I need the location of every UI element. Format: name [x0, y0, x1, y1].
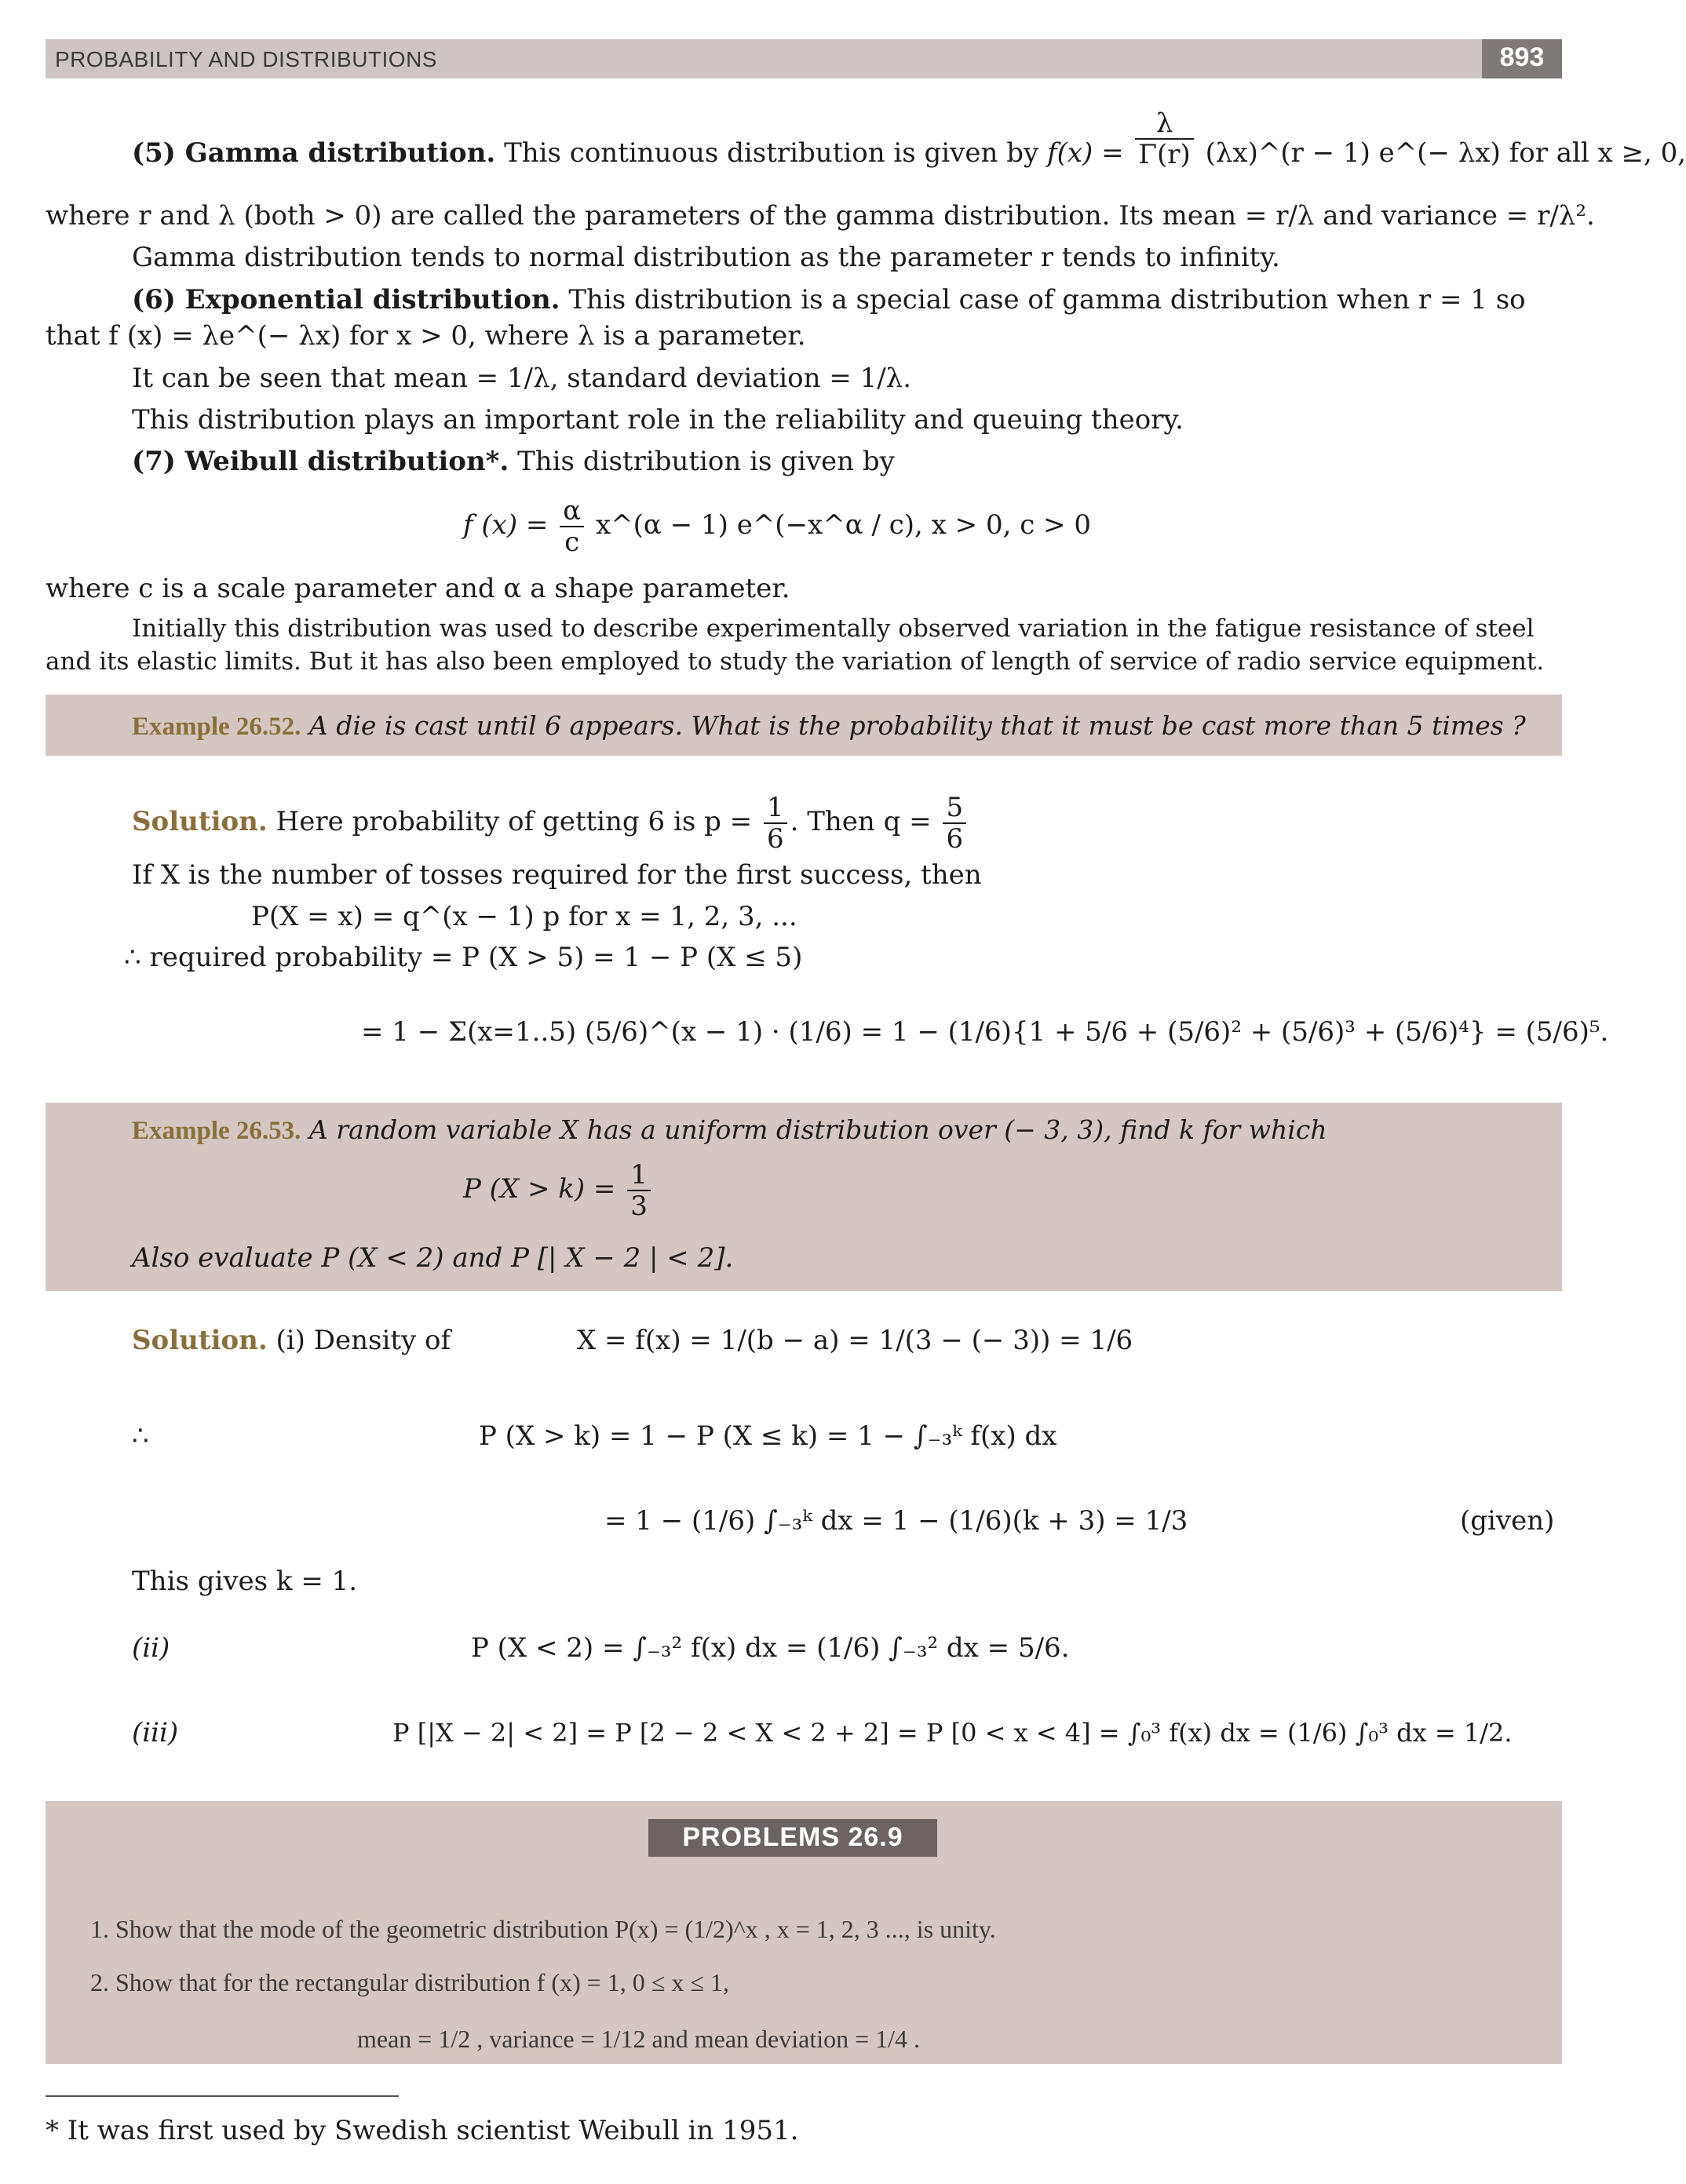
problem-2-line2: mean = 1/2 , variance = 1/12 and mean deviation = 1/4 . — [357, 2025, 921, 2053]
gamma-line2: where r and λ (both > 0) are called the parameters of the gamma distribution. Its mean = r/λ and variance = r/λ². — [46, 200, 1595, 232]
example-53-heading — [132, 1114, 1327, 1147]
gamma-fraction: $\frac{\lambda}{\Gamma(r)}$ — [1135, 108, 1193, 170]
example-52-question: A die is cast until 6 appears. What is the probability that it must be cast more than 5 times ? — [308, 710, 1526, 741]
ex53-ii-formula: P (X < 2) = ∫₋₃² f(x) dx = (1/6) ∫₋₃² dx = 5/6. — [471, 1632, 1070, 1664]
footnote: * It was first used by Swedish scientist Weibull in 1951. — [46, 2115, 799, 2146]
page-number: 893 — [1499, 42, 1545, 72]
weibull-line2: where c is a scale parameter and α a shape parameter. — [46, 573, 790, 604]
exp-line4: This distribution plays an important role in the reliability and queuing theory. — [132, 404, 1184, 436]
ex52-sol-line4: ∴ required probability = P (X > 5) = 1 − P (X ≤ 5) — [124, 942, 803, 973]
gamma-formula-rhs: (λx)^(r − 1) e^(− λx) for all x ≥, 0, — [1205, 137, 1686, 169]
example-53-label: Example 26.53. — [132, 1117, 301, 1145]
example-52-heading — [132, 710, 1526, 742]
exp-label: (6) Exponential distribution. — [132, 284, 560, 315]
exp-intro: This distribution is a special case of gamma distribution when r = 1 so — [568, 284, 1526, 315]
exp-line1 — [132, 284, 1526, 315]
weibull-para1: Initially this distribution was used to describe experimentally observed variation in the fatigue resistance of steel — [132, 614, 1535, 643]
ex53-ii-label: (ii) — [132, 1632, 170, 1664]
ex52-sol-line2: If X is the number of tosses required for the first success, then — [132, 859, 982, 891]
example-53-question: A random variable X has a uniform distribution over (− 3, 3), find k for which — [308, 1114, 1327, 1145]
problem-2: 2. Show that for the rectangular distribution f (x) = 1, 0 ≤ x ≤ 1, — [90, 1968, 729, 1996]
weibull-fraction: $\frac{\alpha}{c}$ — [560, 496, 584, 557]
gamma-line3: Gamma distribution tends to normal distribution as the parameter r tends to infinity. — [132, 242, 1280, 273]
ex53-therefore: ∴ — [132, 1420, 149, 1452]
gamma-formula-lhs: f(x) = — [1047, 137, 1124, 169]
weibull-para2: and its elastic limits. But it has also been employed to study the variation of length of service of radio service equipment. — [46, 647, 1545, 676]
footnote-rule — [46, 2095, 399, 2097]
gamma-line1 — [132, 108, 1686, 170]
running-header: PROBABILITY AND DISTRIBUTIONS — [55, 47, 437, 71]
p-fraction: $\frac{1}{6}$ — [764, 793, 787, 854]
q-fraction: $\frac{5}{6}$ — [943, 793, 966, 854]
problem-1: 1. Show that the mode of the geometric distribution P(x) = (1/2)^x , x = 1, 2, 3 ..., is unity. — [90, 1915, 996, 1943]
ex53-also: Also evaluate P (X < 2) and P [| X − 2 | < 2]. — [132, 1242, 734, 1274]
ex53-iii-formula: P [|X − 2| < 2] = P [2 − 2 < X < 2 + 2] = P [0 < x < 4] = ∫₀³ f(x) dx = (1/6) ∫₀³ dx = 1/2. — [392, 1718, 1513, 1748]
ex53-gives: This gives k = 1. — [132, 1566, 358, 1597]
ex53-sol-line2: P (X > k) = 1 − P (X ≤ k) = 1 − ∫₋₃ᵏ f(x) dx — [479, 1420, 1057, 1452]
ex52-sol-line1: Solution. Here probability of getting 6 is p = $\frac{1}{6}$ . Then q = $\frac{5}{6}$ — [132, 793, 969, 854]
ex52-sol-line5: = 1 − Σ(x=1..5) (5/6)^(x − 1) · (1/6) = 1 − (1/6){1 + 5/6 + (5/6)² + (5/6)³ + (5/6)⁴} = (5/6)⁵. — [361, 1016, 1609, 1048]
weibull-line1 — [132, 446, 895, 477]
problems-title: PROBLEMS 26.9 — [682, 1822, 903, 1852]
ex53-sol-i: Solution. (i) Density of — [132, 1325, 451, 1356]
ex52-sol-line3: P(X = x) = q^(x − 1) p for x = 1, 2, 3, ... — [251, 901, 797, 932]
ex53-iii-label: (iii) — [132, 1717, 179, 1748]
ex53-condition: P (X > k) = $\frac{1}{3}$ — [463, 1160, 654, 1221]
weibull-label: (7) Weibull distribution*. — [132, 446, 509, 477]
gamma-label: (5) Gamma distribution. — [132, 137, 496, 169]
ex53-given: (given) — [1460, 1505, 1555, 1537]
weibull-intro: This distribution is given by — [517, 446, 895, 477]
weibull-formula: f (x) = $\frac{\alpha}{c}$ x^(α − 1) e^(−x^α / c), x > 0, c > 0 — [463, 495, 1091, 558]
example-52-label: Example 26.52. — [132, 713, 301, 741]
condition-fraction: $\frac{1}{3}$ — [627, 1160, 651, 1221]
ex53-sol-line3: = 1 − (1/6) ∫₋₃ᵏ dx = 1 − (1/6)(k + 3) = 1/3 — [604, 1505, 1188, 1537]
ex53-density-formula: X = f(x) = 1/(b − a) = 1/(3 − (− 3)) = 1/6 — [577, 1325, 1133, 1356]
exp-line2: that f (x) = λe^(− λx) for x > 0, where λ is a parameter. — [46, 320, 806, 352]
gamma-intro: This continuous distribution is given by — [504, 137, 1039, 169]
exp-line3: It can be seen that mean = 1/λ, standard deviation = 1/λ. — [132, 363, 912, 394]
